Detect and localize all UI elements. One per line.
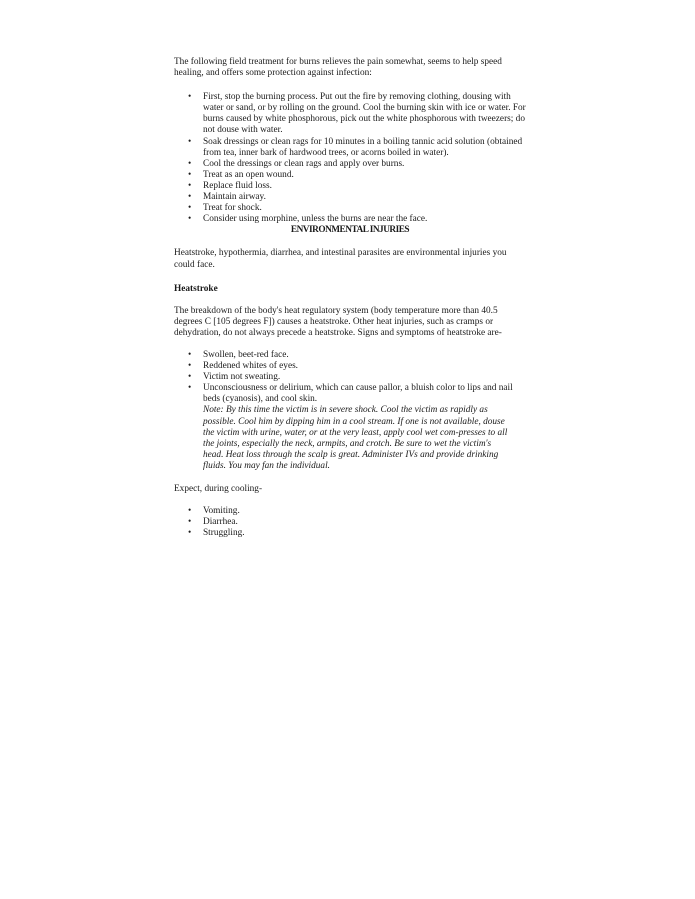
burns-treatment-list [174, 92, 526, 225]
list-item: • Cool the dressings or clean rags and apply over burns. [203, 159, 526, 170]
list-item: • Replace fluid loss. [203, 181, 526, 192]
list-item: • Struggling. [203, 528, 526, 539]
list-item: • First, stop the burning process. Put out the fire by removing clothing, dousing with water or sand, or by rolling on the ground. Cool the burning skin with ice or water. For burns caused by white phosphorous, pick out the white phosphorous with tweezers; do not douse with water. [203, 92, 526, 136]
heatstroke-note: Note: By this time the victim is in severe shock. Cool the victim as rapidly as possible. Cool him by dipping him in a cool stream. If one is not available, douse the victim with urine, water, or at the very least, apply cool wet com-presses to all the joints, especially the neck, armpits, and crotch. Be sure to wet the victim's head. Heat loss through the scalp is great. Administer IVs and provide drinking fluids. You may fan the individual. [203, 405, 508, 471]
list-item: • Victim not sweating. [203, 372, 526, 383]
document-page [174, 57, 526, 539]
list-item: • Consider using morphine, unless the burns are near the face. [203, 214, 526, 225]
list-item: • Treat for shock. [203, 203, 526, 214]
list-item: • Vomiting. [203, 506, 526, 517]
heatstroke-heading: Heatstroke [174, 283, 218, 294]
list-item: • Swollen, beet-red face. [203, 350, 526, 361]
section-title: ENVIRONMENTAL INJURIES [290, 225, 410, 236]
burns-intro: The following field treatment for burns relieves the pain somewhat, seems to help speed healing, and offers some protection against infection: [174, 57, 502, 79]
heatstroke-intro: The breakdown of the body's heat regulatory system (body temperature more than 40.5 degrees C [105 degrees F]) causes a heatstroke. Other heat injuries, such as cramps or dehydration, do not always precede a heatstroke. Signs and symptoms of heatstroke are- [174, 305, 502, 338]
expect-list [174, 506, 526, 539]
list-item: • Treat as an open wound. [203, 170, 526, 181]
list-item: • Maintain airway. [203, 192, 526, 203]
list-item: • Reddened whites of eyes. [203, 361, 526, 372]
list-item: • Diarrhea. [203, 517, 526, 528]
environmental-intro: Heatstroke, hypothermia, diarrhea, and intestinal parasites are environmental injuries you could face. [174, 248, 507, 270]
list-item: • Unconsciousness or delirium, which can cause pallor, a bluish color to lips and nail beds (cyanosis), and cool skin. [203, 383, 526, 405]
heatstroke-signs-list [174, 350, 526, 405]
expect-intro: Expect, during cooling- [174, 484, 263, 494]
list-item: • Soak dressings or clean rags for 10 minutes in a boiling tannic acid solution (obtained from tea, inner bark of hardwood trees, or acorns boiled in water). [203, 137, 526, 159]
